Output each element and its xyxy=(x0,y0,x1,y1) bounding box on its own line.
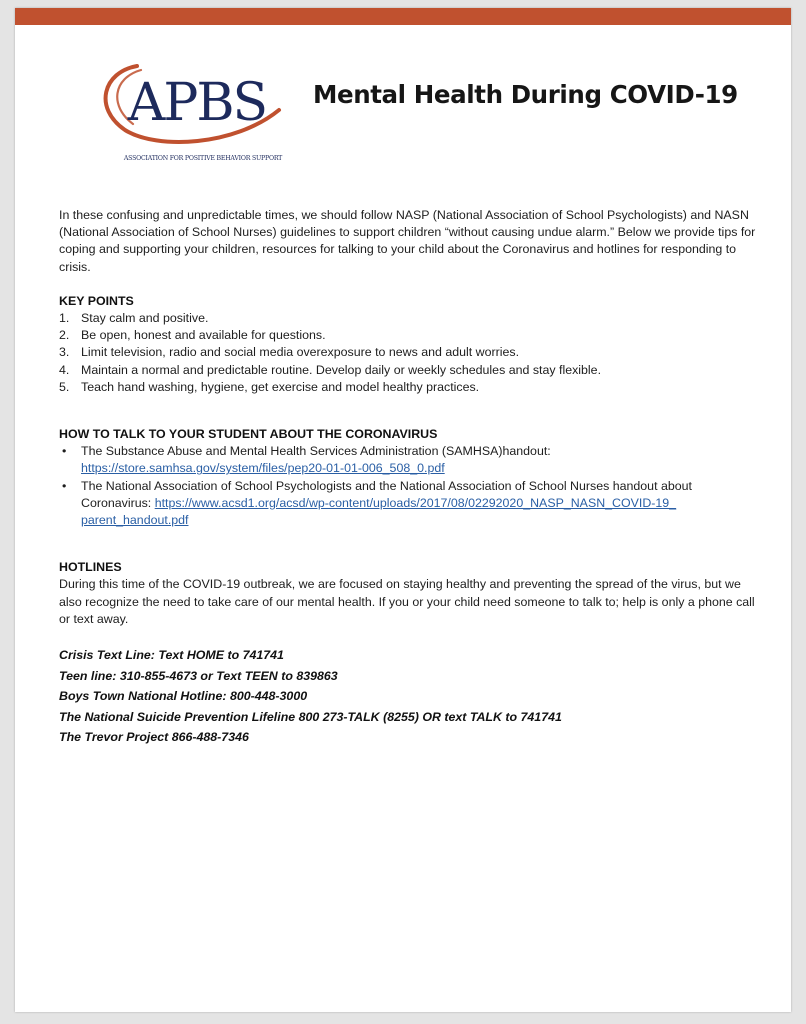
list-number: 5. xyxy=(59,379,70,394)
list-number: 3. xyxy=(59,345,70,360)
document-title: Mental Health During COVID-19 xyxy=(313,80,738,109)
list-item-text: Limit television, radio and social media overexposure to news and adult worries. xyxy=(81,345,520,360)
hotlines-paragraph: During this time of the COVID-19 outbreak, we are focused on staying healthy and preventing the spread of the virus, but we also recognize the need to take care of our mental health. If you or your child need someone to talk to; help is only a phone call or text away. xyxy=(59,577,755,626)
hotline-trevor-project: The Trevor Project 866-488-7346 xyxy=(59,730,249,745)
hotline-teen-line: Teen line: 310-855-4673 or Text TEEN to 839863 xyxy=(59,668,338,683)
list-item xyxy=(59,362,759,379)
list-item xyxy=(59,310,759,327)
intro-paragraph: In these confusing and unpredictable times, we should follow NASP (National Association of School Psychologists) and NASN (National Association of School Nurses) guidelines to support children “without causing undue alarm.” Below we provide tips for coping and supporting your children, resources for talking to your child about the Coronavirus and hotlines for responding to crisis. xyxy=(59,208,756,274)
hotline-boys-town: Boys Town National Hotline: 800-448-3000 xyxy=(59,689,308,704)
list-item-text: Teach hand washing, hygiene, get exercise and model healthy practices. xyxy=(81,379,480,394)
resource-text: The National Association of School Psychologists and the National Association of School Nurses handout about Coronavirus: xyxy=(81,478,692,510)
nasp-nasn-handout-link[interactable]: https://www.acsd1.org/acsd/wp-content/uploads/2017/08/02292020_NASP_NASN_COVID-19_ parent_handout.pdf xyxy=(81,495,677,528)
hotline-suicide-prevention: The National Suicide Prevention Lifeline 800 273-TALK (8255) OR text TALK to 741741 xyxy=(59,709,562,724)
svg-text:ASSOCIATION FOR POSITIVE BEHAV: ASSOCIATION FOR POSITIVE BEHAVIOR SUPPORT xyxy=(123,155,283,162)
bullet-icon: • xyxy=(62,478,67,493)
bullet-icon: • xyxy=(62,444,67,459)
list-item xyxy=(59,443,759,477)
list-item-text: Stay calm and positive. xyxy=(81,311,209,326)
document-page xyxy=(15,8,791,1012)
samhsa-handout-link[interactable]: https://store.samhsa.gov/system/files/pep20-01-01-006_508_0.pdf xyxy=(81,461,445,476)
list-item-text: Be open, honest and available for questions. xyxy=(81,328,326,343)
hotline-crisis-text-line: Crisis Text Line: Text HOME to 741741 xyxy=(59,648,284,663)
list-number: 4. xyxy=(59,362,70,377)
key-points-heading: KEY POINTS xyxy=(59,293,134,308)
svg-text:APBS: APBS xyxy=(127,73,267,133)
list-item xyxy=(59,478,759,530)
list-number: 2. xyxy=(59,328,70,343)
list-item-text: Maintain a normal and predictable routine. Develop daily or weekly schedules and stay flexible. xyxy=(81,362,602,377)
list-item xyxy=(59,327,759,344)
apbs-logo xyxy=(95,50,295,168)
key-points-list xyxy=(59,310,759,396)
talk-heading: HOW TO TALK TO YOUR STUDENT ABOUT THE CORONAVIRUS xyxy=(59,427,438,442)
hotlines-heading: HOTLINES xyxy=(59,560,122,575)
resource-text: The Substance Abuse and Mental Health Services Administration (SAMHSA)handout: xyxy=(81,444,551,459)
list-item xyxy=(59,344,759,361)
header-color-bar xyxy=(15,8,791,25)
resources-list xyxy=(59,443,759,529)
hotline-list xyxy=(59,645,759,748)
list-item xyxy=(59,379,759,396)
list-number: 1. xyxy=(59,311,70,326)
document-body xyxy=(59,207,759,748)
